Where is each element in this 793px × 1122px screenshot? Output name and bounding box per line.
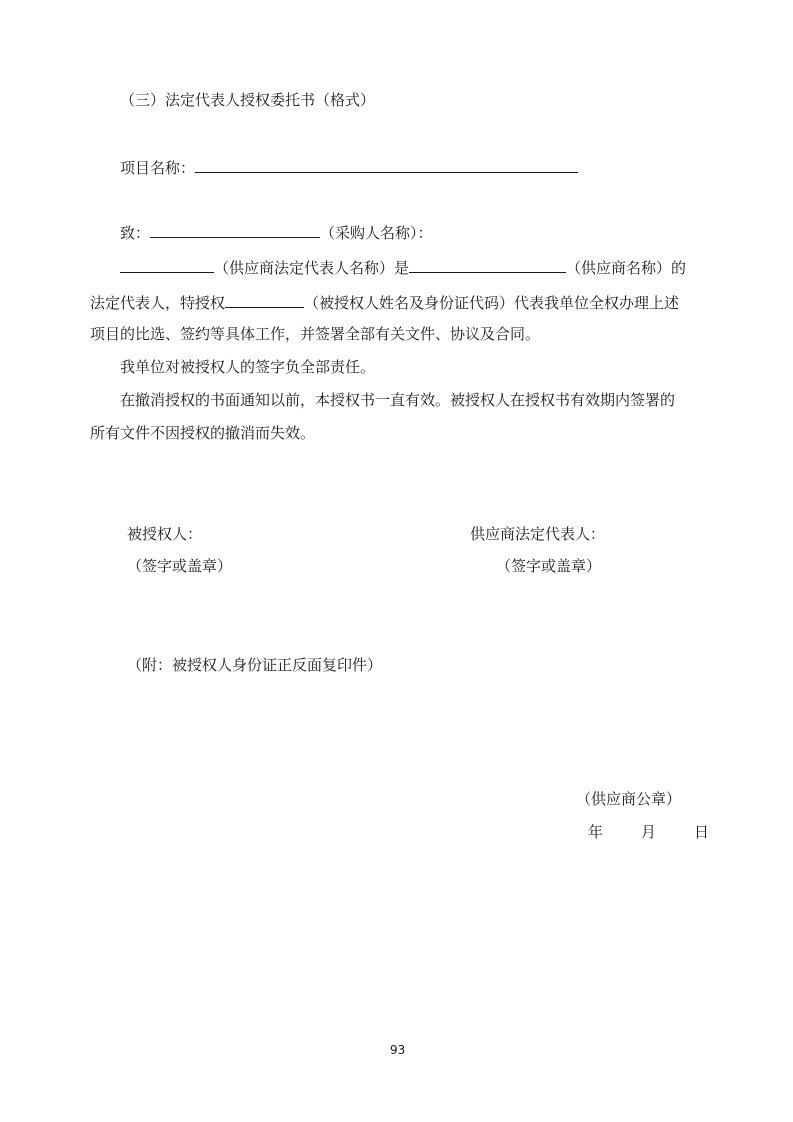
paragraph-line-2 xyxy=(90,291,679,314)
validity-statement-cont: 所有文件不因授权的撤消而失效。 xyxy=(90,424,316,442)
paragraph-line-3: 项目的比选、签约等具体工作，并签署全部有关文件、协议及合同。 xyxy=(90,325,541,343)
paragraph-text: 法定代表人，特授权 xyxy=(90,294,226,312)
page-number: 93 xyxy=(390,1043,406,1057)
supplier-name-blank xyxy=(409,256,566,273)
project-name-label: 项目名称： xyxy=(120,159,196,177)
legal-rep-name-hint: （供应商法定代表人名称）是 xyxy=(214,259,410,277)
authorized-person-blank xyxy=(225,291,304,308)
legal-rep-signature-note: （签字或盖章） xyxy=(496,557,602,575)
legal-rep-label: 供应商法定代表人： xyxy=(470,525,606,543)
addressee-label: 致： xyxy=(120,224,151,242)
project-name-blank xyxy=(195,156,578,173)
date-row xyxy=(588,821,709,843)
legal-rep-name-blank xyxy=(120,256,214,273)
date-year: 年 xyxy=(588,823,604,841)
authorized-person-label: 被授权人： xyxy=(127,525,203,543)
validity-statement: 在撤消授权的书面通知以前，本授权书一直有效。被授权人在授权书有效期内签署的 xyxy=(120,391,676,409)
project-name-row xyxy=(120,156,578,179)
purchaser-name-blank xyxy=(150,221,320,238)
date-day: 日 xyxy=(694,823,710,841)
supplier-seal-label: （供应商公章） xyxy=(576,790,682,808)
document-title: （三）法定代表人授权委托书（格式） xyxy=(120,91,376,109)
date-month: 月 xyxy=(641,823,657,841)
purchaser-name-hint: （采购人名称）： xyxy=(320,224,433,242)
responsibility-statement: 我单位对被授权人的签字负全部责任。 xyxy=(120,358,376,376)
authorized-person-hint: （被授权人姓名及身份证代码）代表我单位全权办理上述 xyxy=(304,294,680,312)
supplier-name-hint: （供应商名称）的 xyxy=(566,259,687,277)
authorized-signature-note: （签字或盖章） xyxy=(127,557,233,575)
addressee-row xyxy=(120,221,433,244)
paragraph-line-1 xyxy=(120,256,686,279)
attachment-note: （附：被授权人身份证正反面复印件） xyxy=(127,656,383,674)
